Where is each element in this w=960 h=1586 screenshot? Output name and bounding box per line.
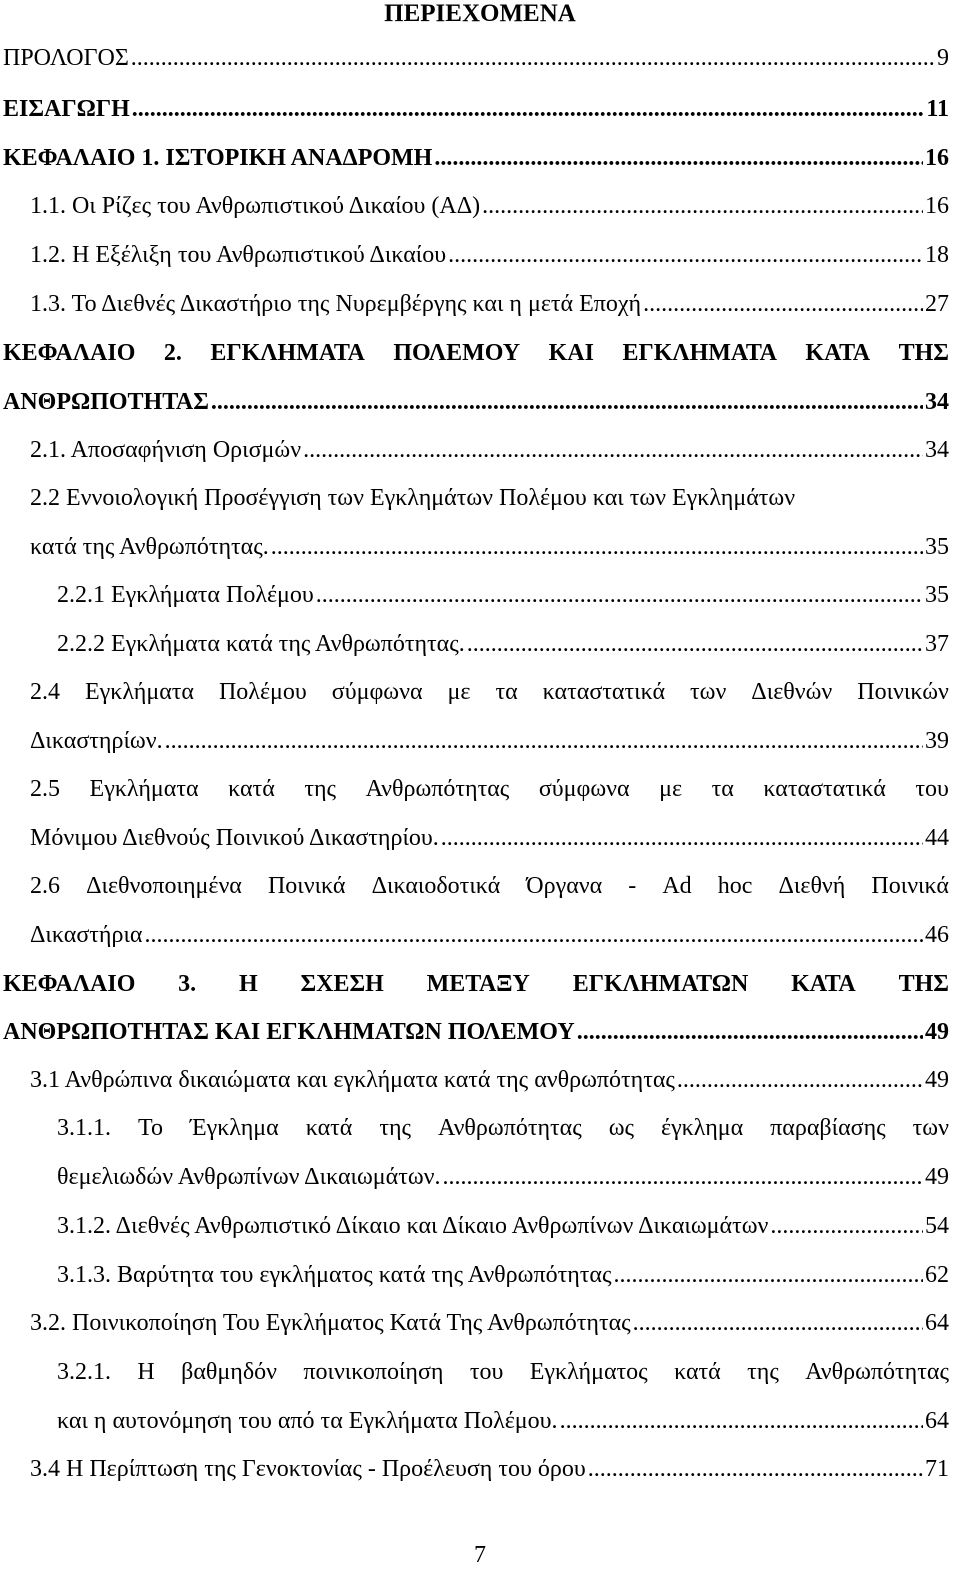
toc-entry-3-2-1-line-2[interactable]: και η αυτονόμηση του από τα Εγκλήματα Πολέμου. ..... 64 <box>57 1403 949 1439</box>
page-title: ΠΕΡΙΕΧΟΜΕΝΑ <box>384 0 576 27</box>
toc-entry-2-2-line-2[interactable]: κατά της Ανθρωπότητας. ..... 35 <box>30 529 949 565</box>
word: 3. <box>178 971 197 997</box>
word: καταστατικά <box>763 776 886 802</box>
word: Εγκλήματος <box>529 1359 648 1385</box>
word: 2. <box>163 340 182 366</box>
toc-entry-2-2-1[interactable]: 2.2.1 Εγκλήματα Πολέμου ..... 35 <box>57 577 949 613</box>
word: Όργανα <box>526 873 603 899</box>
word: 3.2.1. <box>57 1359 111 1385</box>
toc-entry-1-3[interactable]: 1.3. Το Διεθνές Δικαστήριο της Νυρεμβέργης και η μετά Εποχή ..... 27 <box>30 286 949 322</box>
word: της <box>379 1115 412 1141</box>
word: ΠΟΛΕΜΟΥ <box>393 340 521 366</box>
word: Η <box>137 1359 155 1385</box>
word: Ad <box>662 873 692 899</box>
word: καταστατικά <box>542 679 666 705</box>
word: κατά <box>228 776 275 802</box>
toc-entry-2-5-line-2[interactable]: Μόνιμου Διεθνούς Ποινικού Δικαστηρίου. ..... 44 <box>30 820 949 856</box>
word: έγκλημα <box>661 1115 744 1141</box>
word: με <box>659 776 683 802</box>
toc-entry-3-1[interactable]: 3.1 Ανθρώπινα δικαιώματα και εγκλήματα κατά της ανθρωπότητας ..... 49 <box>30 1062 949 1098</box>
word: ΚΑΤΑ <box>791 971 856 997</box>
word: βαθμηδόν <box>181 1359 277 1385</box>
toc-entry-3-2-1-line-1[interactable] <box>57 1354 949 1390</box>
word: Ανθρωπότητας <box>438 1115 582 1141</box>
toc-entry-chapter-3-line-2[interactable]: ΑΝΘΡΩΠΟΤΗΤΑΣ ΚΑΙ ΕΓΚΛΗΜΑΤΩΝ ΠΟΛΕΜΟΥ ..... 49 <box>3 1014 949 1050</box>
word: Η <box>238 971 258 997</box>
word: της <box>747 1359 779 1385</box>
word: κατά <box>674 1359 721 1385</box>
word: παραβίασης <box>770 1115 886 1141</box>
word: ΕΓΚΛΗΜΑΤΩΝ <box>572 971 749 997</box>
toc-entry-3-4[interactable]: 3.4 Η Περίπτωση της Γενοκτονίας - Προέλευση του όρου ..... 71 <box>30 1451 949 1487</box>
word: Ποινικά <box>871 873 949 899</box>
toc-entry-chapter-3-line-1[interactable] <box>3 966 949 1002</box>
word: Πολέμου <box>218 679 307 705</box>
word: ΕΓΚΛΗΜΑΤΑ <box>210 340 365 366</box>
word: hoc <box>717 873 753 899</box>
toc-entry-3-1-1-line-2[interactable]: θεμελιωδών Ανθρωπίνων Δικαιωμάτων. ..... 49 <box>57 1159 949 1195</box>
word: ΣΧΕΣΗ <box>300 971 384 997</box>
toc-entry-1-1[interactable]: 1.1. Οι Ρίζες του Ανθρωπιστικού Δικαίου (ΑΔ) ..... 16 <box>30 188 949 224</box>
word: ΕΓΚΛΗΜΑΤΑ <box>622 340 777 366</box>
word: ΚΑΙ <box>548 340 594 366</box>
word: τα <box>495 679 518 705</box>
word: Διεθνή <box>778 873 846 899</box>
toc-entry-2-6-line-1[interactable] <box>30 868 949 904</box>
word: των <box>912 1115 949 1141</box>
word: ποινικοποίηση <box>303 1359 444 1385</box>
word: 3.1.1. <box>57 1115 111 1141</box>
word: της <box>304 776 337 802</box>
word: ΚΕΦΑΛΑΙΟ <box>3 971 136 997</box>
word: Ανθρωπότητας <box>805 1359 949 1385</box>
toc-entry-1-2[interactable]: 1.2. Η Εξέλιξη του Ανθρωπιστικού Δικαίου ..... 18 <box>30 237 949 273</box>
word: Διεθνοποιημένα <box>86 873 242 899</box>
word: ΤΗΣ <box>898 340 949 366</box>
word: ΜΕΤΑΞΥ <box>426 971 530 997</box>
word: Το <box>137 1115 163 1141</box>
word: Ποινικών <box>857 679 949 705</box>
word: 2.4 <box>30 679 60 705</box>
word: κατά <box>305 1115 353 1141</box>
word: του <box>915 776 949 802</box>
toc-entry-3-1-2[interactable]: 3.1.2. Διεθνές Ανθρωπιστικό Δίκαιο και Δίκαιο Ανθρωπίνων Δικαιωμάτων ..... 54 <box>57 1208 949 1244</box>
toc-entry-3-2[interactable]: 3.2. Ποινικοποίηση Του Εγκλήματος Κατά Της Ανθρωπότητας ..... 64 <box>30 1305 949 1341</box>
toc-entry-2-2-line-1[interactable]: 2.2 Εννοιολογική Προσέγγιση των Εγκλημάτων Πολέμου και των Εγκλημάτων <box>30 485 796 511</box>
word: Εγκλήματα <box>89 776 199 802</box>
word: σύμφωνα <box>538 776 630 802</box>
toc-entry-chapter-1[interactable]: ΚΕΦΑΛΑΙΟ 1. ΙΣΤΟΡΙΚΗ ΑΝΑΔΡΟΜΗ ..... 16 <box>3 140 949 176</box>
toc-entry-chapter-2-line-1[interactable] <box>3 335 949 371</box>
word: Εγκλήματα <box>84 679 194 705</box>
word: τα <box>711 776 734 802</box>
word: Διεθνών <box>751 679 833 705</box>
word: Έγκλημα <box>189 1115 279 1141</box>
word: Δικαιοδοτικά <box>371 873 501 899</box>
word: ΤΗΣ <box>898 971 949 997</box>
word: 2.6 <box>30 873 60 899</box>
toc-entry-2-2-2[interactable]: 2.2.2 Εγκλήματα κατά της Ανθρωπότητας. ..... 37 <box>57 626 949 662</box>
toc-entry-2-6-line-2[interactable]: Δικαστήρια ..... 46 <box>30 917 949 953</box>
page-number: 7 <box>474 1542 486 1568</box>
word: σύμφωνα <box>331 679 423 705</box>
toc-entry-2-1[interactable]: 2.1. Αποσαφήνιση Ορισμών ..... 34 <box>30 432 949 468</box>
toc-entry-2-5-line-1[interactable] <box>30 771 949 807</box>
word: ως <box>608 1115 635 1141</box>
toc-entry-chapter-2-line-2[interactable]: ΑΝΘΡΩΠΟΤΗΤΑΣ ..... 34 <box>3 384 949 420</box>
word: - <box>628 873 637 899</box>
word: των <box>690 679 727 705</box>
word: του <box>469 1359 504 1385</box>
word: Ποινικά <box>267 873 346 899</box>
toc-entry-introduction[interactable]: ΕΙΣΑΓΩΓΗ ..... 11 <box>3 91 949 127</box>
word: με <box>447 679 471 705</box>
toc-entry-2-4-line-2[interactable]: Δικαστηρίων. ..... 39 <box>30 723 949 759</box>
word: 2.5 <box>30 776 60 802</box>
word: ΚΑΤΑ <box>805 340 871 366</box>
word: Ανθρωπότητας <box>365 776 510 802</box>
toc-entry-prologue[interactable]: ΠΡΟΛΟΓΟΣ ..... 9 <box>3 40 949 76</box>
toc-entry-3-1-3[interactable]: 3.1.3. Βαρύτητα του εγκλήματος κατά της Ανθρωπότητας ..... 62 <box>57 1257 949 1293</box>
toc-entry-3-1-1-line-1[interactable] <box>57 1110 949 1146</box>
toc-entry-2-4-line-1[interactable] <box>30 674 949 710</box>
word: ΚΕΦΑΛΑΙΟ <box>3 340 136 366</box>
